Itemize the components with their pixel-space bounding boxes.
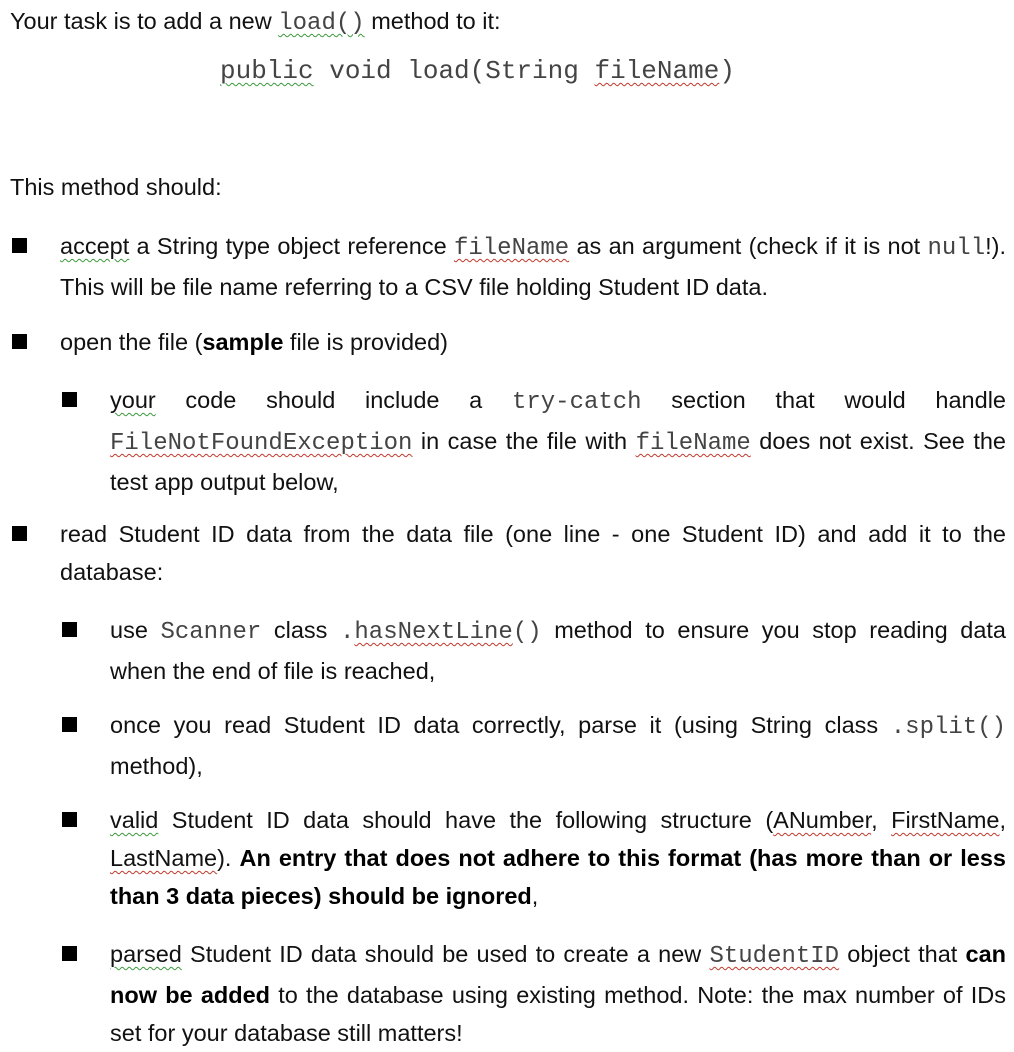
- intro-before: Your task is to add a new: [10, 8, 279, 34]
- sig-close: ): [719, 56, 735, 86]
- method-signature: [220, 56, 735, 86]
- lead-text: This method should:: [10, 174, 222, 200]
- bullet-square-icon: [12, 334, 27, 349]
- bullet-square-icon: [12, 238, 27, 253]
- method-name-code: load(): [278, 10, 365, 37]
- sig-public: public: [220, 56, 314, 86]
- sig-middle: void load(String: [313, 56, 595, 86]
- list-item-accept: accept a String type object reference fileName as an argument (check if it is not null!). This will be file name referring to a CSV file holding Student ID data.: [60, 233, 1006, 300]
- list-item-try-catch: your code should include a try-catch section that would handle FileNotFoundException in case the file with fileName does not exist. See the test app output below,: [110, 387, 1006, 495]
- intro-text: [10, 4, 501, 41]
- list-item-create-object: parsed Student ID data should be used to create a new StudentID object that can now be added to the database using existing method. Note: the max number of IDs set for your database still matters!: [110, 941, 1006, 1046]
- bullet-square-icon: [62, 946, 77, 961]
- bullet-square-icon: [62, 717, 77, 732]
- list-item-read-data: read Student ID data from the data file (one line - one Student ID) and add it to the database:: [60, 521, 1006, 585]
- sig-param: fileName: [594, 56, 720, 86]
- bullet-square-icon: [12, 526, 27, 541]
- bullet-square-icon: [62, 622, 77, 637]
- bullet-square-icon: [62, 392, 77, 407]
- list-item-split: once you read Student ID data correctly, parse it (using String class .split() method),: [110, 712, 1006, 779]
- intro-after: method to it:: [364, 8, 501, 34]
- list-item-valid-structure: valid Student ID data should have the following structure (ANumber, FirstName, LastName). An entry that does not adhere to this format (has more than or less than 3 data pieces) should be ignored,: [110, 807, 1007, 909]
- list-item-open-file: open the file (sample file is provided): [60, 329, 448, 355]
- bullet-square-icon: [62, 812, 77, 827]
- list-item-scanner: use Scanner class .hasNextLine() method to ensure you stop reading data when the end of file is reached,: [110, 617, 1006, 684]
